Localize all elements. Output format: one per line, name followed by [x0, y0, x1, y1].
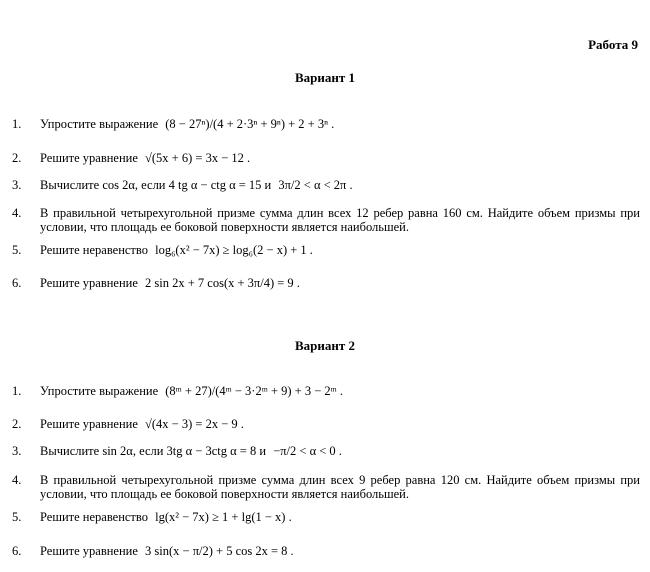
variant-2-title: Вариант 2 — [294, 338, 356, 353]
problem-number: 6. — [12, 276, 22, 290]
problem-number: 2. — [12, 151, 22, 165]
problem-number: 3. — [12, 178, 22, 192]
problem-number: 1. — [12, 384, 22, 398]
problem-text: Вычислите sin 2α, если 3tg α − 3ctg α = 8 и — [40, 444, 267, 458]
work-title: Работа 9 — [588, 37, 638, 52]
problem-text: В правильной четырехугольной призме сумма длин всех 9 ребер равна 120 см. Найдите объем призмы при условии, что площадь ее боковой поверхности является наибольшей. — [40, 473, 640, 501]
problem-math: log₆(x² − 7x) ≥ log₆(2 − x) + 1 . — [155, 243, 313, 257]
variant-1-title: Вариант 1 — [294, 70, 356, 85]
problem-text: Решите уравнение — [40, 417, 138, 431]
problem-number: 2. — [12, 417, 22, 431]
problem-text: Решите неравенство — [40, 510, 148, 524]
problem-number: 4. — [12, 206, 22, 220]
problem-text: В правильной четырехугольной призме сумма длин всех 12 ребер равна 160 см. Найдите объем призмы при условии, что площадь ее боковой поверхности является наибольшей. — [40, 206, 640, 234]
problem-text: Решите уравнение — [40, 151, 138, 165]
problem-math: √(4x − 3) = 2x − 9 . — [145, 417, 244, 431]
problem-math: √(5x + 6) = 3x − 12 . — [145, 151, 251, 165]
problem-number: 3. — [12, 444, 22, 458]
problem-math: (8 − 27ⁿ)/(4 + 2·3ⁿ + 9ⁿ) + 2 + 3ⁿ . — [165, 117, 335, 131]
problem-text: Решите уравнение — [40, 276, 138, 290]
problem-number: 5. — [12, 510, 22, 524]
problem-number: 6. — [12, 544, 22, 558]
problem-math: 3π/2 < α < 2π . — [278, 178, 353, 192]
problem-math: 2 sin 2x + 7 cos(x + 3π/4) = 9 . — [145, 276, 300, 290]
problem-number: 1. — [12, 117, 22, 131]
problem-math: lg(x² − 7x) ≥ 1 + lg(1 − x) . — [155, 510, 292, 524]
problem-math: (8ᵐ + 27)/(4ᵐ − 3·2ᵐ + 9) + 3 − 2ᵐ . — [165, 384, 343, 398]
problem-math: 3 sin(x − π/2) + 5 cos 2x = 8 . — [145, 544, 294, 558]
problem-text: Упростите выражение — [40, 384, 159, 398]
problem-number: 4. — [12, 473, 22, 487]
problem-text: Решите неравенство — [40, 243, 148, 257]
problem-text: Упростите выражение — [40, 117, 159, 131]
problem-text: Решите уравнение — [40, 544, 138, 558]
problem-number: 5. — [12, 243, 22, 257]
problem-math: −π/2 < α < 0 . — [273, 444, 342, 458]
problem-text: Вычислите cos 2α, если 4 tg α − ctg α = 15 и — [40, 178, 272, 192]
